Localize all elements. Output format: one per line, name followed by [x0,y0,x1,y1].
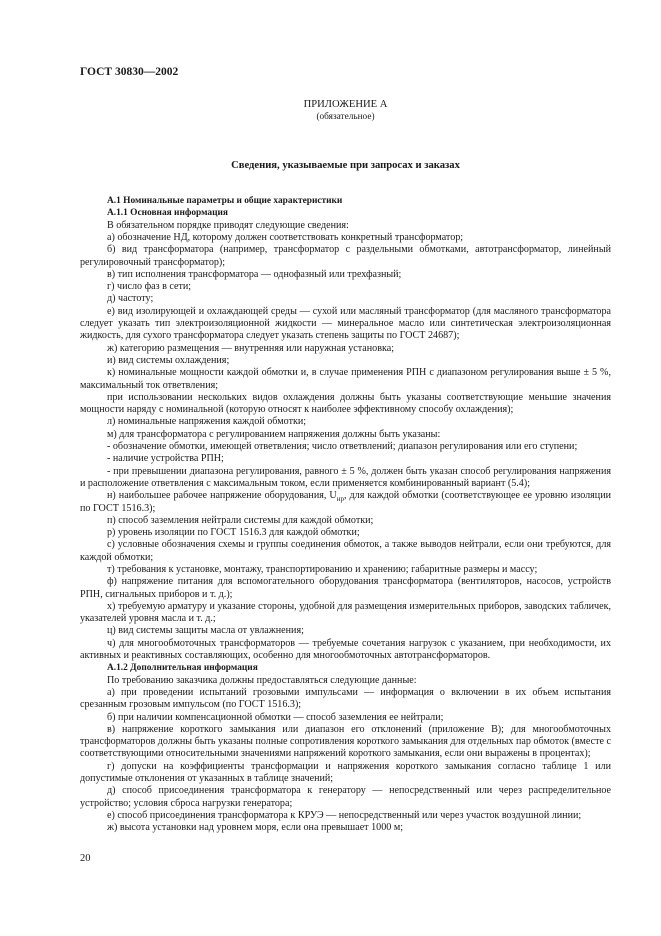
paragraph: ж) категорию размещения — внутренняя или наружная установка; [107,342,395,354]
paragraph: к) номинальные мощности каждой обмотки и, в случае применения РПН с диапазоном регулирования выше ± 5 %, максимальный ток ответвления; [80,367,611,391]
paragraph: р) уровень изоляции по ГОСТ 1516.3 для каждой обмотки; [107,527,360,539]
paragraph: с) условные обозначения схемы и группы соединения обмоток, а также выводов нейтрали, если они требуются, для каждой обмотки; [80,539,611,563]
paragraph: в) напряжение короткого замыкания или диапазон его отклонений (приложение В); для многообмоточных трансформаторов должны быть указаны полные сопротивления короткого замыкания для отдельных пар обмоток (вместе с соответствующими относительными значениями напряжений короткого замыкания, если они выражены в процентах); [80,723,611,760]
paragraph: - при превышении диапазона регулирования, равного ± 5 %, должен быть указан способ регулирования напряжения и расположение ответвления с максимальным током, если применяется комбинированный вариант (5.4); [80,465,611,489]
paragraph-n-text-end: , для каждой обмотки (соответствующее ее уровню изоляции по ГОСТ 1516.3); [80,490,611,514]
paragraph: а) при проведении испытаний грозовыми импульсами — информация о включении в их объем испытания срезанным грозовым импульсом (по ГОСТ 1516.3); [80,686,611,711]
paragraph: х) требуемую арматуру и указание стороны, удобной для размещения измерительных приборов, заводских табличек, указателей уровня масла и т. д.; [80,600,611,625]
paragraph-n-text: н) наибольшее рабочее напряжение оборудования, U [107,490,337,502]
paragraph-n-subscript: нр [336,495,344,504]
paragraph-group-c [80,675,611,835]
paragraph: В обязательном порядке приводят следующие сведения: [107,219,349,231]
appendix-title: ПРИЛОЖЕНИЕ А [303,99,388,111]
paragraph: а) обозначение НД, которому должен соответствовать конкретный трансформатор; [107,231,464,243]
paragraph: По требованию заказчика должны предоставляться следующие данные: [107,674,417,686]
paragraph: ф) напряжение питания для вспомогательного оборудования трансформатора (вентиляторов, насосов, устройств РПН, сигнальных приборов и т. д.); [80,576,611,600]
paragraph: - обозначение обмотки, имеющей ответвления; число ответвлений; диапазон регулирования или его ступени; [107,441,578,453]
paragraph: ц) вид системы защиты масла от увлажнения; [107,625,304,637]
paragraph: б) при наличии компенсационной обмотки — способ заземления ее нейтрали; [107,711,444,723]
heading-a1: А.1 Номинальные параметры и общие характеристики [107,196,343,207]
paragraph: е) вид изолирующей и охлаждающей среды — сухой или масляный трансформатор (для масляного трансформатора следует указать тип электроизоляционной жидкости — минеральное масло или синтетическая электроизоляционная жидкость, для сухого трансформатора следует указать степень защиты по ГОСТ 24687); [80,305,611,342]
paragraph: ч) для многообмоточных трансформаторов — требуемые сочетания нагрузок с указанием, при необходимости, их активных и реактивных составляющих, особенно для многообмоточных автотрансформаторов. [80,637,611,662]
appendix-note: (обязательное) [316,111,375,122]
paragraph: е) способ присоединения трансформатора к КРУЭ — непосредственный или через участок воздушной линии; [107,809,582,821]
paragraph-n [80,490,611,515]
paragraph: ж) высота установки над уровнем моря, если она превышает 1000 м; [107,822,404,834]
paragraph: д) частоту; [107,293,154,305]
paragraph: при использовании нескольких видов охлаждения должны быть указаны соответствующие меньшие значения мощности наряду с номинальной (которую относят к наиболее эффективному способу охлаждения); [80,391,611,416]
paragraph-group-a [80,220,611,663]
paragraph: г) число фаз в сети; [107,281,192,293]
page-number: 20 [80,853,91,864]
paragraph: д) способ присоединения трансформатора к генератору — непосредственный или через распределительное устройство; условия сброса нагрузки генератора; [80,785,611,809]
paragraph: в) тип исполнения трансформатора — однофазный или трехфазный; [107,268,402,280]
heading-a11: А.1.1 Основная информация [107,208,228,219]
paragraph: м) для трансформатора с регулированием напряжения должны быть указаны: [107,428,441,440]
document-code: ГОСТ 30830—2002 [80,66,179,78]
paragraph: - наличие устройства РПН; [107,453,224,465]
paragraph: и) вид системы охлаждения; [107,354,230,366]
paragraph: б) вид трансформатора (например, трансформатор с раздельными обмотками, автотрансформатор, линейный регулировочный трансформатор); [80,244,611,268]
section-title: Сведения, указываемые при запросах и заказах [231,159,460,171]
paragraph: п) способ заземления нейтрали системы для каждой обмотки; [107,514,374,526]
paragraph: г) допуски на коэффициенты трансформации и напряжения короткого замыкания согласно таблице 1 или допустимые отклонения от указанных в таблице значений; [80,760,611,785]
heading-a12: А.1.2 Дополнительная информация [107,663,258,674]
paragraph: т) требования к установке, монтажу, транспортированию и хранению; габаритные размеры и массу; [107,564,538,575]
paragraph: л) номинальные напряжения каждой обмотки; [107,416,307,428]
